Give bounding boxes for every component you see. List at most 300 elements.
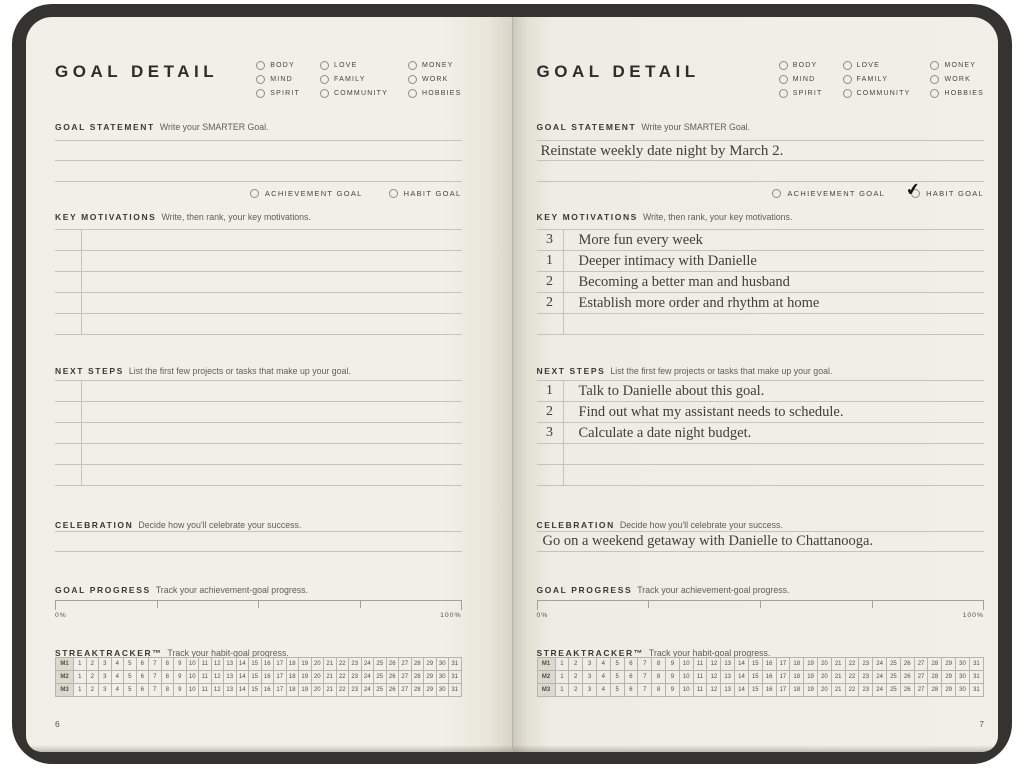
category-option-family — [320, 75, 388, 84]
streak-day-cell: 22 — [845, 684, 859, 697]
streak-day-cell: 10 — [679, 684, 693, 697]
next-step-rank: 1 — [546, 383, 553, 398]
next-step-row — [55, 465, 462, 486]
streak-day-cell: 10 — [186, 658, 199, 671]
checkbox-circle-icon — [779, 75, 788, 84]
streak-day-cell: 16 — [762, 658, 776, 671]
streak-day-cell: 20 — [311, 658, 324, 671]
streak-day-cell: 23 — [859, 658, 873, 671]
ruled-line — [537, 551, 985, 552]
streak-day-cell: 18 — [790, 671, 804, 684]
streak-day-cell: 2 — [86, 658, 99, 671]
streak-day-cell: 1 — [555, 684, 569, 697]
streak-day-cell: 20 — [311, 671, 324, 684]
streak-day-cell: 14 — [735, 684, 749, 697]
motivation-row — [537, 314, 985, 335]
checkbox-circle-icon — [256, 75, 265, 84]
category-option-money — [408, 61, 462, 70]
checkbox-circle-icon — [843, 75, 852, 84]
checkbox-circle-icon — [843, 89, 852, 98]
motivation-rank: 3 — [546, 232, 553, 247]
category-label: FAMILY — [856, 75, 889, 83]
motivation-text: Establish more order and rhythm at home — [578, 294, 820, 311]
streak-day-cell: 21 — [831, 671, 845, 684]
streak-month-cell: M3 — [537, 684, 555, 697]
checkbox-circle-icon — [779, 61, 788, 70]
streak-day-cell: 13 — [224, 671, 237, 684]
streak-day-cell: 6 — [624, 684, 638, 697]
goal-statement-label: GOAL STATEMENT — [55, 122, 155, 132]
checkbox-circle-icon — [930, 75, 939, 84]
goal-type-row — [55, 187, 462, 199]
category-label: HOBBIES — [421, 89, 462, 97]
streak-day-cell: 11 — [693, 658, 707, 671]
progress-bar — [55, 600, 462, 611]
streak-day-cell: 22 — [336, 658, 349, 671]
next-steps-list — [537, 380, 985, 486]
streak-day-cell: 19 — [804, 684, 818, 697]
motivation-rank: 1 — [546, 253, 553, 268]
streak-day-cell: 25 — [887, 658, 901, 671]
celebration-label: CELEBRATION — [536, 520, 615, 530]
streak-day-cell: 30 — [436, 684, 449, 697]
streak-day-cell: 4 — [111, 671, 124, 684]
category-option-hobbies — [930, 89, 984, 98]
streaktracker-section — [55, 643, 462, 658]
streak-day-cell: 9 — [174, 684, 187, 697]
streak-day-cell: 5 — [124, 671, 137, 684]
streak-day-cell: 21 — [831, 684, 845, 697]
streak-day-cell: 26 — [900, 671, 914, 684]
category-label: COMMUNITY — [334, 89, 388, 97]
streak-month-cell: M2 — [56, 671, 74, 684]
goal-statement-hint: Write your SMARTER Goal. — [159, 122, 269, 132]
streak-day-cell: 26 — [900, 684, 914, 697]
category-label: FAMILY — [334, 75, 366, 83]
streak-day-cell: 18 — [286, 671, 299, 684]
motivation-row — [537, 293, 985, 314]
streaktracker-hint: Track your habit-goal progress. — [167, 648, 289, 658]
motivation-row — [537, 272, 985, 293]
habit-goal-option — [904, 178, 984, 201]
goal-statement-label: GOAL STATEMENT — [536, 122, 637, 132]
streak-day-cell: 20 — [817, 684, 831, 697]
streak-month-cell: M1 — [56, 658, 74, 671]
streaktracker-grid — [55, 657, 462, 697]
streak-day-cell: 22 — [845, 671, 859, 684]
checkbox-circle-icon — [320, 75, 329, 84]
page-right — [512, 17, 999, 752]
motivation-text: Deeper intimacy with Danielle — [578, 252, 757, 269]
streak-day-cell: 29 — [942, 671, 956, 684]
streak-day-cell: 18 — [790, 658, 804, 671]
checkbox-circle-icon — [389, 189, 398, 198]
next-step-row — [537, 381, 985, 402]
progress-min-label: 0% — [55, 612, 67, 619]
streak-day-cell: 24 — [873, 684, 887, 697]
streak-day-cell: 19 — [804, 658, 818, 671]
streak-day-cell: 6 — [136, 684, 149, 697]
celebration-section — [536, 515, 985, 530]
streak-month-row — [56, 671, 462, 684]
streak-day-cell: 14 — [735, 658, 749, 671]
category-label: SPIRIT — [270, 89, 300, 97]
streak-month-row — [537, 658, 984, 671]
category-option-spirit — [779, 89, 823, 98]
streak-day-cell: 12 — [707, 684, 721, 697]
category-option-work — [408, 75, 462, 84]
streak-day-cell: 17 — [274, 658, 287, 671]
streak-day-cell: 25 — [887, 684, 901, 697]
category-label: MONEY — [421, 61, 454, 69]
streak-day-cell: 3 — [99, 658, 112, 671]
ruled-line — [55, 181, 462, 182]
goal-type-row — [537, 178, 985, 201]
progress-tick — [55, 601, 56, 610]
goal-progress-section — [536, 580, 985, 595]
streak-day-cell: 30 — [436, 658, 449, 671]
streak-day-cell: 8 — [161, 658, 174, 671]
goal-progress-hint: Track your achievement-goal progress. — [155, 585, 308, 595]
category-option-work — [930, 75, 984, 84]
streak-day-cell: 30 — [956, 671, 970, 684]
progress-scale-labels — [55, 612, 462, 619]
next-step-rank: 2 — [546, 404, 553, 419]
streak-day-cell: 12 — [211, 658, 224, 671]
next-step-text: Talk to Danielle about this goal. — [578, 382, 765, 399]
streak-day-cell: 5 — [610, 658, 624, 671]
streak-day-cell: 3 — [99, 684, 112, 697]
streak-day-cell: 21 — [324, 684, 337, 697]
next-step-row — [55, 423, 462, 444]
goal-progress-label: GOAL PROGRESS — [536, 585, 633, 595]
streak-day-cell: 17 — [274, 671, 287, 684]
key-motivations-label: KEY MOTIVATIONS — [55, 212, 157, 222]
key-motivations-hint: Write, then rank, your key motivations. — [642, 212, 793, 222]
streak-day-cell: 26 — [386, 684, 399, 697]
habit-goal-label: HABIT GOAL — [926, 188, 984, 198]
streak-day-cell: 18 — [286, 684, 299, 697]
streak-day-cell: 18 — [790, 684, 804, 697]
checkbox-circle-icon — [320, 61, 329, 70]
next-step-row — [537, 444, 985, 465]
key-motivations-label: KEY MOTIVATIONS — [536, 212, 638, 222]
streaktracker-label: STREAKTRACKER™ — [536, 648, 644, 658]
streak-day-cell: 4 — [596, 671, 610, 684]
category-checklist — [779, 58, 984, 100]
next-steps-section — [536, 361, 985, 376]
progress-tick — [648, 601, 649, 608]
streaktracker-grid — [537, 657, 985, 697]
streak-day-cell: 25 — [887, 671, 901, 684]
motivation-row — [55, 230, 462, 251]
streak-day-cell: 30 — [956, 658, 970, 671]
next-step-row — [537, 465, 985, 486]
streak-day-cell: 24 — [361, 684, 374, 697]
category-label: SPIRIT — [792, 89, 823, 97]
category-label: BODY — [270, 61, 295, 69]
ruled-line — [55, 551, 462, 552]
motivation-row — [55, 293, 462, 314]
progress-max-label: 100% — [962, 612, 984, 619]
category-option-mind — [256, 75, 300, 84]
category-label: LOVE — [856, 61, 880, 69]
streak-day-cell: 2 — [86, 684, 99, 697]
streak-day-cell: 10 — [186, 684, 199, 697]
streak-day-cell: 13 — [721, 671, 735, 684]
streak-day-cell: 16 — [261, 658, 274, 671]
checkbox-circle-icon — [320, 89, 329, 98]
streak-day-cell: 17 — [274, 684, 287, 697]
progress-tick — [537, 601, 538, 610]
progress-scale-labels — [537, 612, 985, 619]
streak-day-cell: 14 — [735, 671, 749, 684]
achievement-goal-label: ACHIEVEMENT GOAL — [787, 188, 886, 198]
streak-day-cell: 8 — [161, 671, 174, 684]
page-title: GOAL DETAIL — [536, 62, 700, 81]
streak-day-cell: 12 — [211, 671, 224, 684]
key-motivations-list — [55, 229, 462, 335]
motivation-row — [55, 272, 462, 293]
streak-day-cell: 10 — [679, 658, 693, 671]
category-label: COMMUNITY — [856, 89, 911, 97]
next-step-row — [55, 444, 462, 465]
goal-statement-handwriting: Reinstate weekly date night by March 2. — [540, 143, 784, 159]
streak-day-cell: 11 — [199, 658, 212, 671]
streak-day-cell: 23 — [349, 658, 362, 671]
checkbox-circle-icon — [256, 61, 265, 70]
streak-day-cell: 17 — [776, 684, 790, 697]
streak-day-cell: 11 — [693, 684, 707, 697]
streak-day-cell: 9 — [666, 684, 680, 697]
checkbox-circle-icon — [930, 89, 939, 98]
motivation-text: Becoming a better man and husband — [578, 273, 790, 290]
goal-statement-section — [55, 117, 462, 132]
goal-statement-hint: Write your SMARTER Goal. — [641, 122, 751, 132]
progress-tick — [760, 601, 761, 608]
streak-day-cell: 3 — [583, 684, 597, 697]
progress-tick — [157, 601, 158, 608]
category-option-body — [256, 61, 300, 70]
streak-day-cell: 27 — [399, 671, 412, 684]
streak-day-cell: 28 — [928, 658, 942, 671]
streak-day-cell: 7 — [149, 658, 162, 671]
streak-day-cell: 29 — [942, 658, 956, 671]
streak-day-cell: 31 — [969, 684, 983, 697]
streak-day-cell: 1 — [74, 684, 87, 697]
streak-day-cell: 7 — [638, 658, 652, 671]
streak-day-cell: 26 — [900, 658, 914, 671]
streak-day-cell: 15 — [748, 658, 762, 671]
streak-day-cell: 12 — [211, 684, 224, 697]
next-step-row — [55, 402, 462, 423]
streak-day-cell: 14 — [236, 671, 249, 684]
streak-day-cell: 4 — [596, 658, 610, 671]
goal-progress-label: GOAL PROGRESS — [55, 585, 151, 595]
page-number: 6 — [55, 719, 60, 729]
achievement-goal-label: ACHIEVEMENT GOAL — [264, 188, 363, 198]
streak-day-cell: 22 — [336, 671, 349, 684]
streak-day-cell: 4 — [111, 658, 124, 671]
progress-tick — [360, 601, 361, 608]
streak-day-cell: 2 — [569, 684, 583, 697]
checkbox-circle-icon — [250, 189, 259, 198]
streak-day-cell: 28 — [411, 671, 424, 684]
streak-day-cell: 9 — [666, 671, 680, 684]
motivation-rank: 2 — [546, 295, 553, 310]
celebration-handwriting — [55, 532, 462, 551]
progress-tick — [461, 601, 462, 610]
checkbox-circle-icon — [772, 189, 781, 198]
next-steps-hint: List the first few projects or tasks that make up your goal. — [610, 366, 833, 376]
goal-progress-section — [55, 580, 462, 595]
checkbox-circle-icon — [779, 89, 788, 98]
streak-day-cell: 2 — [86, 671, 99, 684]
streak-day-cell: 20 — [817, 658, 831, 671]
streak-day-cell: 7 — [149, 684, 162, 697]
streak-day-cell: 7 — [638, 671, 652, 684]
category-option-love — [320, 61, 388, 70]
streak-day-cell: 1 — [555, 658, 569, 671]
next-step-text: Find out what my assistant needs to schedule. — [578, 403, 844, 420]
category-label: WORK — [421, 75, 449, 83]
category-label: BODY — [792, 61, 818, 69]
streak-month-row — [537, 684, 984, 697]
checkbox-circle-icon — [408, 75, 417, 84]
streak-day-cell: 24 — [361, 671, 374, 684]
next-step-text: Calculate a date night budget. — [578, 424, 752, 441]
goal-statement-handwriting — [55, 141, 462, 161]
streak-day-cell: 8 — [161, 684, 174, 697]
streak-day-cell: 6 — [624, 671, 638, 684]
category-option-community — [320, 89, 388, 98]
next-step-row — [537, 423, 985, 444]
streak-day-cell: 29 — [424, 671, 437, 684]
streak-day-cell: 31 — [969, 671, 983, 684]
streak-day-cell: 9 — [174, 658, 187, 671]
streak-day-cell: 26 — [386, 671, 399, 684]
streak-day-cell: 10 — [679, 671, 693, 684]
streak-day-cell: 26 — [386, 658, 399, 671]
category-option-spirit — [256, 89, 300, 98]
progress-min-label: 0% — [536, 612, 549, 619]
next-step-row — [55, 381, 462, 402]
streak-day-cell: 20 — [311, 684, 324, 697]
achievement-goal-option — [772, 189, 885, 198]
streak-day-cell: 25 — [374, 671, 387, 684]
category-label: HOBBIES — [944, 89, 984, 97]
streak-day-cell: 2 — [569, 658, 583, 671]
streak-day-cell: 13 — [721, 658, 735, 671]
streak-day-cell: 7 — [638, 684, 652, 697]
streak-day-cell: 23 — [349, 671, 362, 684]
streak-day-cell: 21 — [831, 658, 845, 671]
progress-max-label: 100% — [440, 612, 462, 619]
category-checklist — [256, 58, 461, 100]
motivation-row — [55, 251, 462, 272]
celebration-handwriting: Go on a weekend getaway with Danielle to Chattanooga. — [542, 533, 874, 549]
category-label: WORK — [944, 75, 972, 83]
streak-day-cell: 10 — [186, 671, 199, 684]
streak-day-cell: 6 — [136, 658, 149, 671]
celebration-hint: Decide how you'll celebrate your success. — [619, 520, 783, 530]
streak-month-cell: M1 — [537, 658, 555, 671]
streaktracker-section — [536, 643, 985, 658]
streak-day-cell: 24 — [361, 658, 374, 671]
checkbox-circle-icon — [930, 61, 939, 70]
streak-day-cell: 31 — [969, 658, 983, 671]
streak-day-cell: 23 — [859, 671, 873, 684]
streak-day-cell: 19 — [804, 671, 818, 684]
streak-day-cell: 15 — [249, 658, 262, 671]
checkbox-circle-icon — [408, 89, 417, 98]
streak-day-cell: 8 — [652, 671, 666, 684]
streak-day-cell: 1 — [74, 671, 87, 684]
streak-day-cell: 19 — [299, 684, 312, 697]
progress-tick — [258, 601, 259, 608]
streak-day-cell: 17 — [776, 658, 790, 671]
achievement-goal-option — [250, 189, 363, 198]
streak-day-cell: 28 — [928, 684, 942, 697]
streak-day-cell: 13 — [224, 684, 237, 697]
category-option-body — [779, 61, 823, 70]
goal-statement-section — [536, 117, 985, 132]
habit-goal-label: HABIT GOAL — [403, 188, 462, 198]
next-steps-section — [55, 361, 462, 376]
checkbox-circle-icon — [843, 61, 852, 70]
streak-month-cell: M2 — [537, 671, 555, 684]
streak-day-cell: 11 — [693, 671, 707, 684]
streak-day-cell: 16 — [762, 684, 776, 697]
streak-day-cell: 31 — [449, 684, 462, 697]
streak-day-cell: 5 — [610, 671, 624, 684]
key-motivations-list — [537, 229, 985, 335]
streak-day-cell: 25 — [374, 658, 387, 671]
key-motivations-section — [55, 207, 462, 222]
streak-day-cell: 12 — [707, 658, 721, 671]
streak-day-cell: 2 — [569, 671, 583, 684]
streak-day-cell: 11 — [199, 671, 212, 684]
next-step-row — [537, 402, 985, 423]
streak-day-cell: 18 — [286, 658, 299, 671]
celebration-label: CELEBRATION — [55, 520, 134, 530]
page-title: GOAL DETAIL — [55, 62, 219, 81]
progress-tick — [983, 601, 984, 610]
streak-day-cell: 24 — [873, 658, 887, 671]
streak-month-row — [56, 684, 462, 697]
progress-tick — [872, 601, 873, 608]
motivation-row — [55, 314, 462, 335]
streak-day-cell: 15 — [748, 671, 762, 684]
streak-day-cell: 6 — [136, 671, 149, 684]
streak-day-cell: 16 — [261, 684, 274, 697]
streak-day-cell: 27 — [399, 684, 412, 697]
streak-day-cell: 28 — [411, 658, 424, 671]
page-number: 7 — [979, 719, 984, 729]
streak-month-row — [537, 671, 984, 684]
streak-day-cell: 19 — [299, 671, 312, 684]
streak-day-cell: 21 — [324, 671, 337, 684]
streak-day-cell: 29 — [942, 684, 956, 697]
next-steps-hint: List the first few projects or tasks that make up your goal. — [128, 366, 351, 376]
streak-day-cell: 23 — [859, 684, 873, 697]
streak-day-cell: 17 — [776, 671, 790, 684]
streak-day-cell: 21 — [324, 658, 337, 671]
goal-progress-hint: Track your achievement-goal progress. — [637, 585, 790, 595]
streak-day-cell: 20 — [817, 671, 831, 684]
streak-day-cell: 27 — [914, 671, 928, 684]
streak-day-cell: 8 — [652, 684, 666, 697]
